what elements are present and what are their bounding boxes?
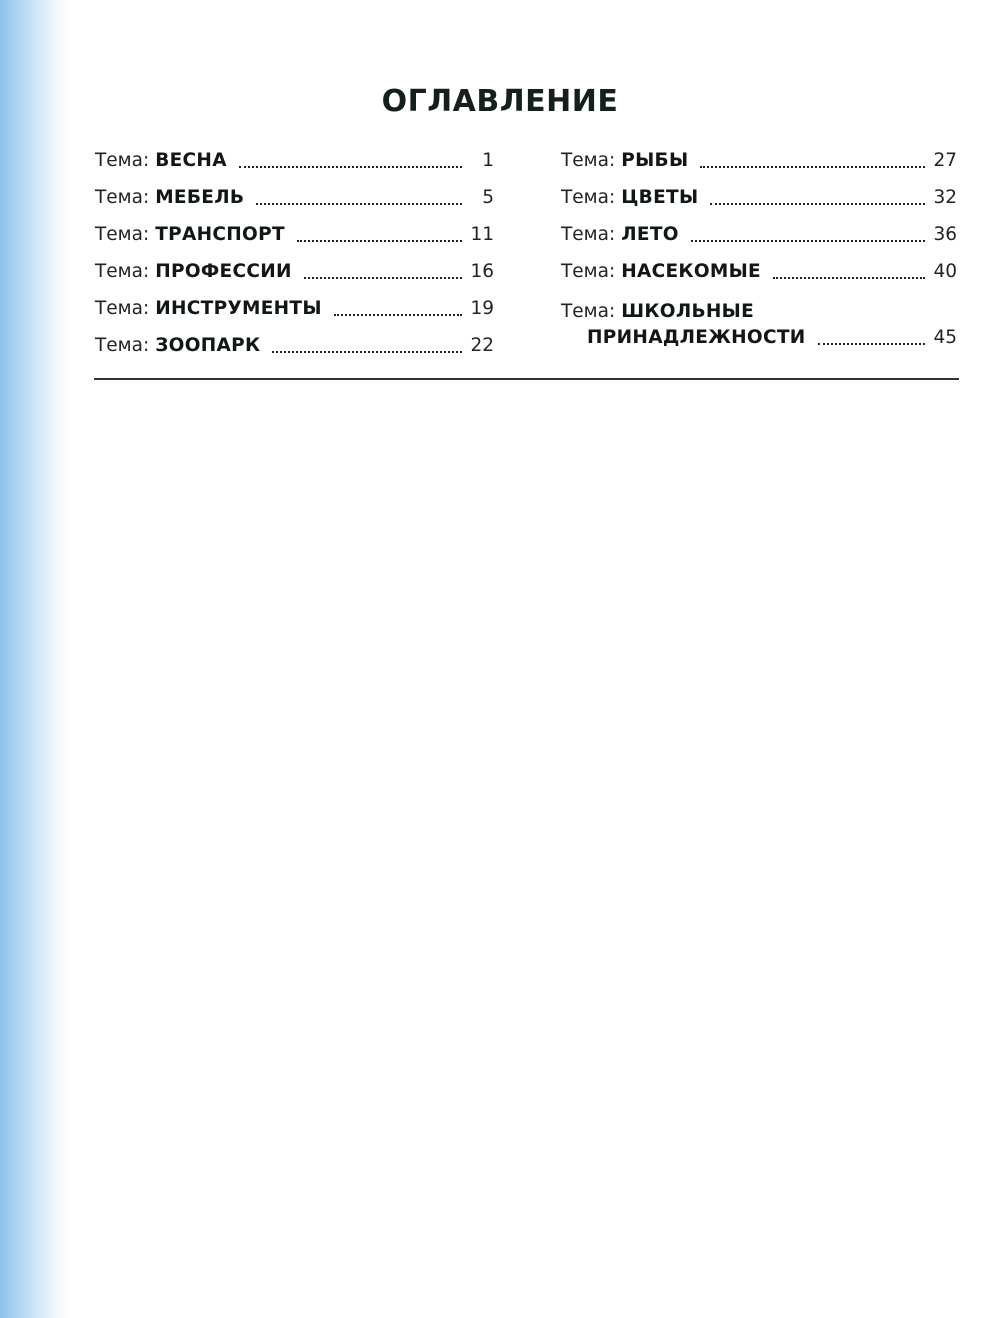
dot-leader (297, 240, 462, 242)
toc-entry[interactable] (561, 174, 957, 211)
entry-topic: ЛЕТО (621, 224, 679, 245)
dot-leader (272, 351, 462, 353)
entry-prefix: Тема: (561, 301, 616, 322)
toc-entry[interactable] (95, 174, 494, 211)
entry-prefix: Тема: (95, 150, 150, 171)
dot-leader (239, 166, 462, 168)
entry-topic: НАСЕКОМЫЕ (621, 261, 761, 282)
entry-line-second (561, 325, 806, 351)
dot-leader (818, 343, 925, 345)
toc-column-right (561, 137, 957, 351)
entry-page-number: 32 (933, 187, 957, 208)
dot-leader (691, 240, 925, 242)
entry-topic-line2: ПРИНАДЛЕЖНОСТИ (587, 327, 806, 348)
entry-prefix: Тема: (561, 224, 616, 245)
entry-page-number: 5 (482, 187, 494, 208)
dot-leader (700, 166, 925, 168)
entry-topic: ЗООПАРК (155, 335, 261, 356)
horizontal-divider (94, 378, 959, 380)
entry-page-number: 19 (470, 298, 494, 319)
entry-topic: ЦВЕТЫ (621, 187, 699, 208)
entry-page-number: 27 (933, 150, 957, 171)
toc-entry[interactable] (95, 322, 494, 359)
entry-page-number: 40 (933, 261, 957, 282)
entry-prefix: Тема: (561, 150, 616, 171)
entry-page-number: 22 (470, 335, 494, 356)
entry-topic: ИНСТРУМЕНТЫ (155, 298, 322, 319)
entry-page-number: 36 (933, 224, 957, 245)
toc-entry[interactable] (95, 248, 494, 285)
toc-entry[interactable] (95, 285, 494, 322)
entry-page-number: 11 (470, 224, 494, 245)
dot-leader (334, 314, 462, 316)
entry-prefix: Тема: (95, 335, 150, 356)
toc-entry[interactable] (561, 211, 957, 248)
entry-page-number: 16 (470, 261, 494, 282)
entry-line-first (561, 299, 806, 325)
entry-topic: ПРОФЕССИИ (155, 261, 292, 282)
entry-prefix: Тема: (95, 261, 150, 282)
page-edge-tint (0, 0, 70, 1318)
entry-topic: МЕБЕЛЬ (155, 187, 245, 208)
toc-entry[interactable] (561, 248, 957, 285)
dot-leader (304, 277, 462, 279)
entry-topic: ВЕСНА (155, 150, 227, 171)
entry-prefix: Тема: (95, 187, 150, 208)
entry-prefix: Тема: (561, 187, 616, 208)
entry-page-number: 1 (482, 150, 494, 171)
entry-prefix: Тема: (95, 224, 150, 245)
dot-leader (773, 277, 925, 279)
toc-entry[interactable] (561, 137, 957, 174)
toc-column-left (95, 137, 494, 359)
entry-text-block (561, 299, 806, 351)
entry-topic: РЫБЫ (621, 150, 689, 171)
toc-entry-school-supplies[interactable] (561, 285, 957, 351)
toc-title: ОГЛАВЛЕНИЕ (381, 84, 619, 119)
entry-topic: ТРАНСПОРТ (155, 224, 285, 245)
toc-entry[interactable] (95, 211, 494, 248)
dot-leader (256, 203, 462, 205)
entry-page-number: 45 (933, 327, 957, 348)
toc-entry[interactable] (95, 137, 494, 174)
entry-prefix: Тема: (95, 298, 150, 319)
dot-leader (710, 203, 925, 205)
entry-prefix: Тема: (561, 261, 616, 282)
entry-topic-line1: ШКОЛЬНЫЕ (621, 301, 755, 322)
